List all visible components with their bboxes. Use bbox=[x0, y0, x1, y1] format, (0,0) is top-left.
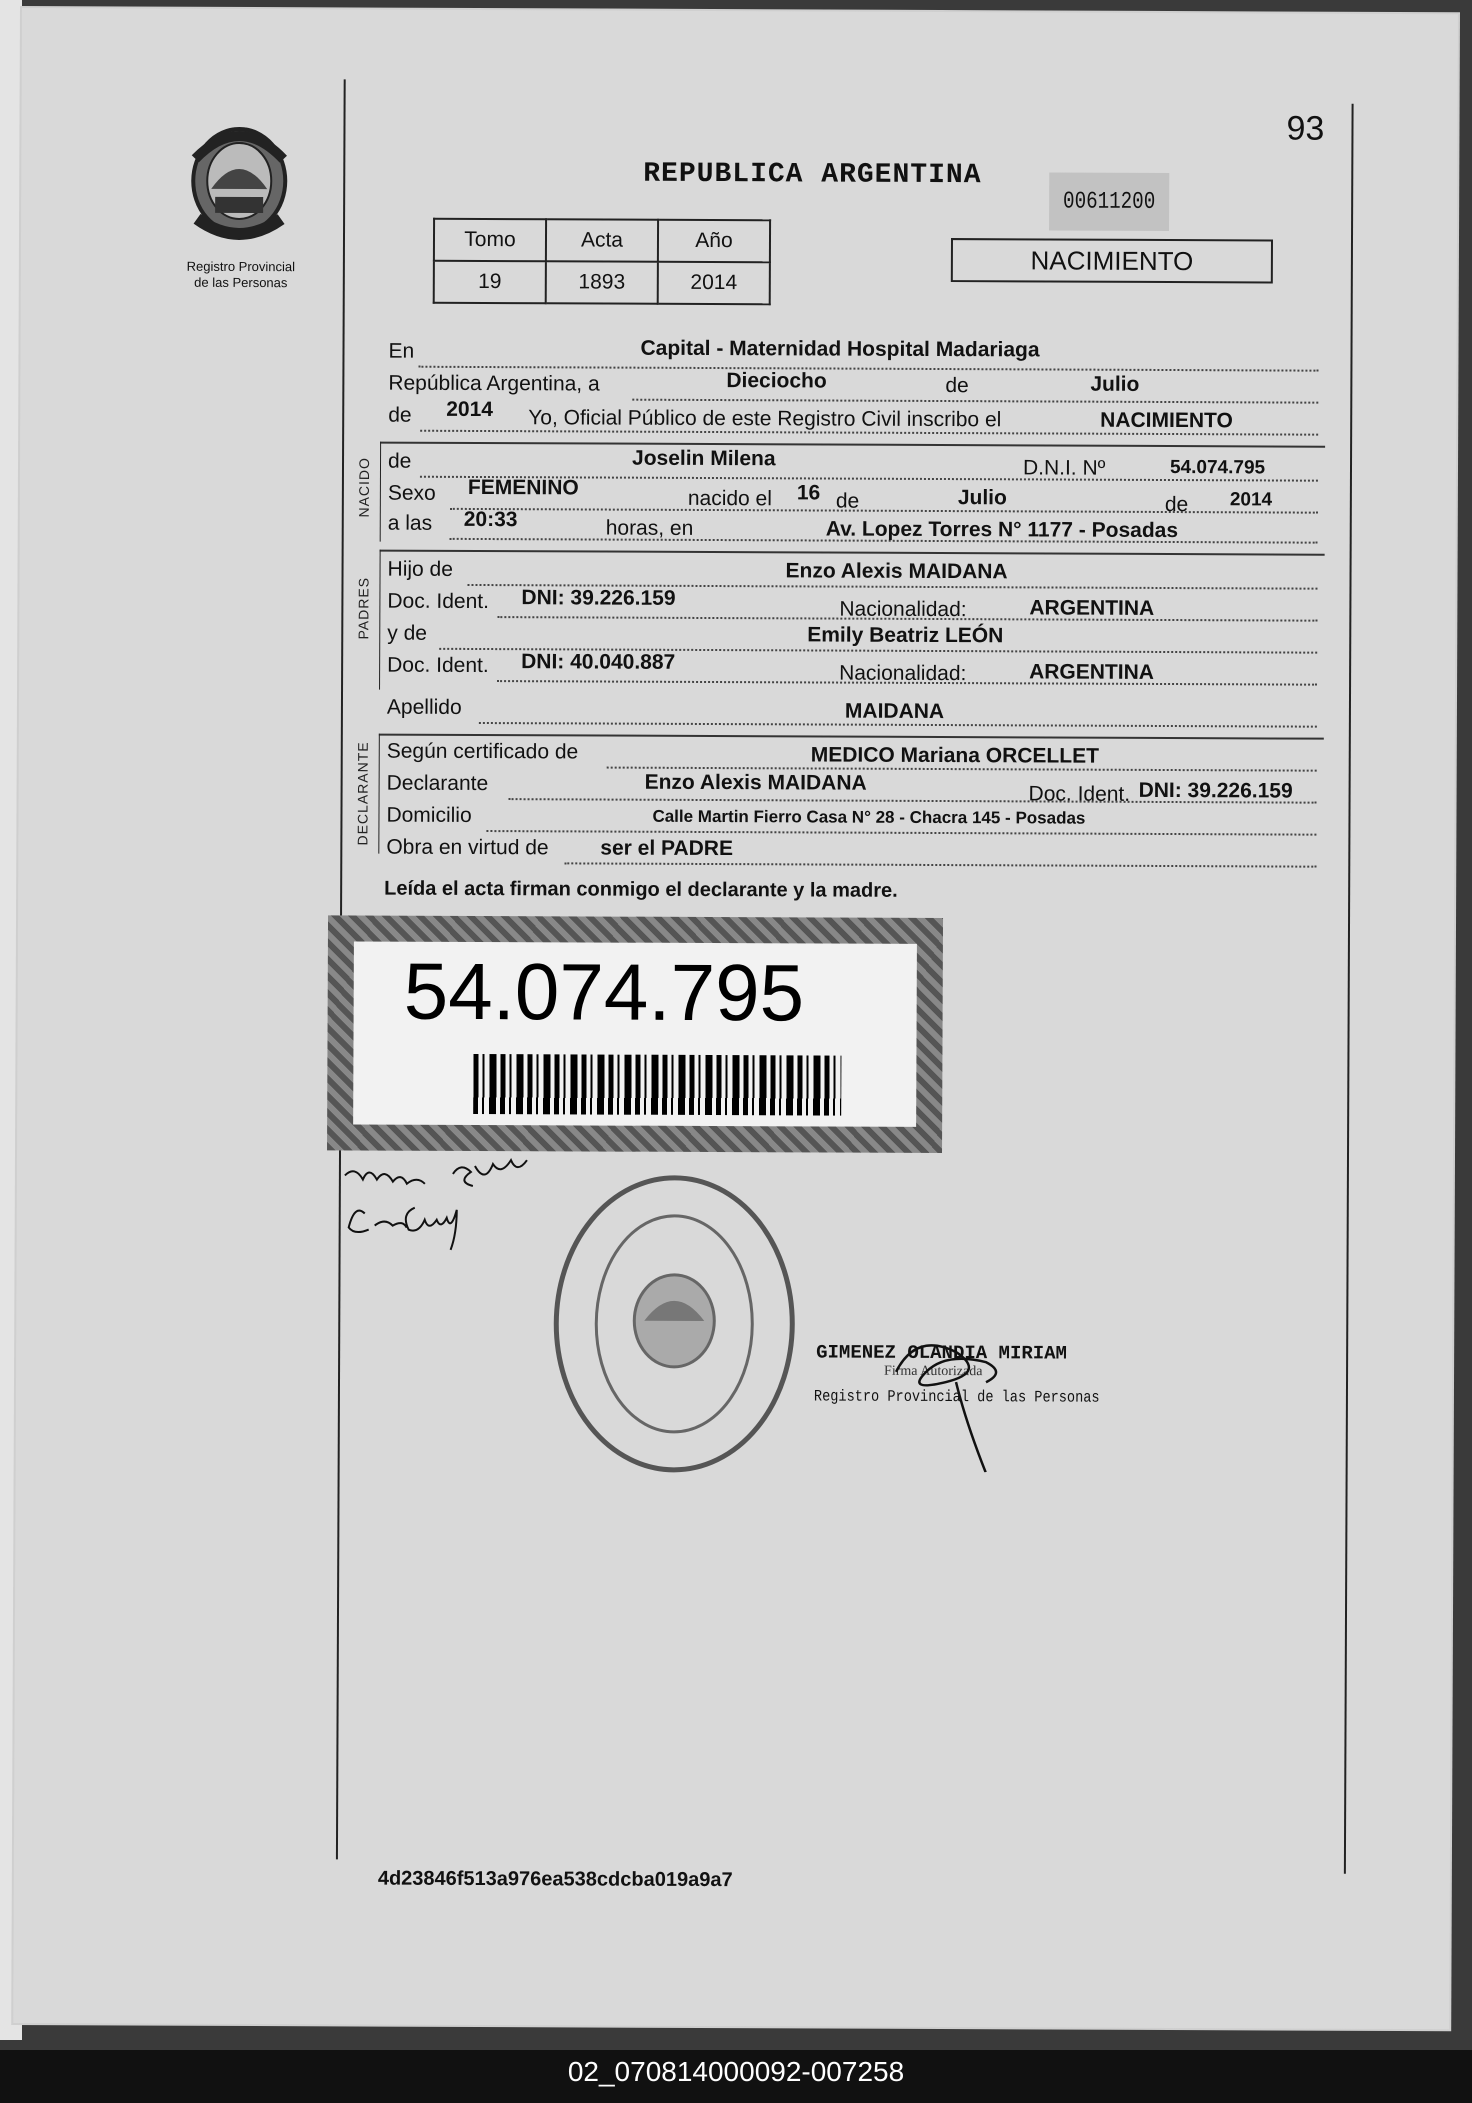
father-nationality: ARGENTINA bbox=[1029, 596, 1155, 620]
table-header: Año bbox=[658, 220, 770, 262]
birth-time: 20:33 bbox=[463, 507, 518, 532]
dotted-line bbox=[632, 399, 1318, 404]
child-dni: 54.074.795 bbox=[1169, 457, 1266, 479]
official-signature bbox=[886, 1312, 1027, 1473]
declarant-signature bbox=[335, 1155, 555, 1266]
cert-label: Según certificado de bbox=[386, 739, 579, 764]
hijo-label: Hijo de bbox=[387, 557, 453, 581]
official-office: Registro Provincial de las Personas bbox=[813, 1387, 1100, 1407]
declarante-doc: DNI: 39.226.159 bbox=[1138, 778, 1293, 803]
id-number-sticker bbox=[327, 915, 943, 1153]
mother-name: Emily Beatriz LEÓN bbox=[807, 623, 1004, 648]
sticker-inner bbox=[353, 941, 917, 1126]
nacido-side-label: NACIDO bbox=[355, 457, 373, 518]
domicilio-value: Calle Martin Fierro Casa N° 28 - Chacra 145 - Posadas bbox=[652, 806, 1086, 828]
barcode bbox=[473, 1054, 841, 1116]
nacido-el-label: nacido el bbox=[687, 486, 772, 511]
en-label: En bbox=[388, 339, 415, 363]
father-doc: DNI: 39.226.159 bbox=[521, 586, 676, 610]
section-bracket bbox=[378, 734, 380, 854]
table-header-row bbox=[434, 219, 770, 262]
logo-caption: Registro Provincial de las Personas bbox=[186, 258, 296, 291]
de-label: de bbox=[387, 449, 412, 473]
mother-doc: DNI: 40.040.887 bbox=[521, 650, 676, 674]
birth-day: 16 bbox=[796, 481, 821, 505]
domicilio-label: Domicilio bbox=[386, 803, 472, 827]
record-table bbox=[433, 218, 771, 305]
table-cell: 1893 bbox=[546, 261, 658, 303]
handwritten-signature-icon bbox=[886, 1312, 1027, 1473]
table-header: Tomo bbox=[434, 219, 546, 261]
de-label: de bbox=[835, 489, 860, 513]
father-name: Enzo Alexis MAIDANA bbox=[785, 559, 1008, 584]
declarante-side-label: DECLARANTE bbox=[354, 741, 371, 846]
document-type-box: NACIMIENTO bbox=[951, 238, 1273, 283]
declarante-label: Declarante bbox=[386, 771, 489, 796]
dni-label: D.N.I. Nº bbox=[1022, 456, 1106, 480]
obra-label: Obra en virtud de bbox=[386, 835, 549, 860]
yde-label: y de bbox=[387, 621, 428, 645]
table-row bbox=[434, 261, 770, 304]
republica-label: República Argentina, a bbox=[388, 371, 600, 396]
mother-nationality: ARGENTINA bbox=[1029, 660, 1155, 684]
obra-value: ser el PADRE bbox=[600, 836, 734, 861]
official-name: GIMENEZ OLANDIA MIRIAM bbox=[816, 1341, 1068, 1365]
oficial-text: Yo, Oficial Público de este Registro Civil inscribo el bbox=[528, 406, 1002, 432]
document-sheet bbox=[13, 8, 1458, 2029]
section-bracket bbox=[379, 550, 381, 690]
apellido-label: Apellido bbox=[386, 695, 462, 719]
nacionalidad-label: Nacionalidad: bbox=[839, 597, 967, 622]
table-cell: 19 bbox=[434, 261, 546, 303]
year-value: 2014 bbox=[446, 397, 494, 422]
section-divider bbox=[380, 442, 1325, 448]
misiones-shield-icon bbox=[181, 119, 302, 260]
de-label: de bbox=[388, 403, 412, 427]
month-value: Julio bbox=[1090, 372, 1140, 396]
document-hash: 4d23846f513a976ea538cdcba019a9a7 bbox=[377, 1867, 733, 1892]
apellido-value: MAIDANA bbox=[844, 699, 945, 724]
serial-stamp: 00611200 bbox=[1049, 172, 1169, 231]
alas-label: a las bbox=[387, 511, 433, 535]
official-seal bbox=[548, 1170, 801, 1477]
sexo-value: FEMENINO bbox=[467, 475, 579, 500]
handwritten-signature-icon bbox=[335, 1155, 555, 1266]
horas-label: horas, en bbox=[605, 516, 694, 540]
page-number: 93 bbox=[1286, 109, 1325, 148]
cert-value: MEDICO Mariana ORCELLET bbox=[810, 743, 1099, 768]
sexo-label: Sexo bbox=[387, 481, 436, 505]
table-header: Acta bbox=[546, 219, 658, 261]
acto-value: NACIMIENTO bbox=[1100, 408, 1233, 433]
section-divider bbox=[380, 550, 1325, 556]
birth-month: Julio bbox=[957, 486, 1007, 510]
country-title: REPUBLICA ARGENTINA bbox=[643, 158, 982, 192]
file-code: 02_070814000092-007258 bbox=[567, 2056, 905, 2087]
section-divider bbox=[379, 734, 1324, 740]
section-bracket bbox=[380, 442, 381, 542]
birth-place: Av. Lopez Torres N° 1177 - Posadas bbox=[825, 517, 1179, 543]
doc-label: Doc. Ident. bbox=[1028, 782, 1131, 806]
nacionalidad-label: Nacionalidad: bbox=[839, 661, 967, 686]
doc-label: Doc. Ident. bbox=[387, 653, 489, 678]
closing-statement: Leída el acta firman conmigo el declarante y la madre. bbox=[384, 877, 898, 902]
birth-year: 2014 bbox=[1229, 489, 1273, 511]
id-number: 54.074.795 bbox=[403, 946, 805, 1038]
dotted-line bbox=[486, 830, 1316, 836]
round-seal-icon bbox=[548, 1170, 801, 1477]
place-value: Capital - Maternidad Hospital Madariaga bbox=[640, 336, 1040, 362]
padres-side-label: PADRES bbox=[355, 576, 372, 640]
day-value: Dieciocho bbox=[726, 369, 827, 393]
dotted-line bbox=[564, 862, 1316, 867]
dotted-line bbox=[418, 366, 1318, 372]
de-label: de bbox=[1164, 492, 1189, 517]
table-cell: 2014 bbox=[658, 262, 770, 304]
province-logo bbox=[181, 119, 302, 260]
right-margin-line bbox=[1344, 104, 1354, 1874]
declarante-value: Enzo Alexis MAIDANA bbox=[644, 770, 867, 795]
doc-label: Doc. Ident. bbox=[387, 589, 490, 614]
de-label: de bbox=[945, 374, 969, 398]
official-role: Firma Autorizada bbox=[884, 1363, 983, 1380]
child-name: Joselin Milena bbox=[631, 446, 776, 471]
